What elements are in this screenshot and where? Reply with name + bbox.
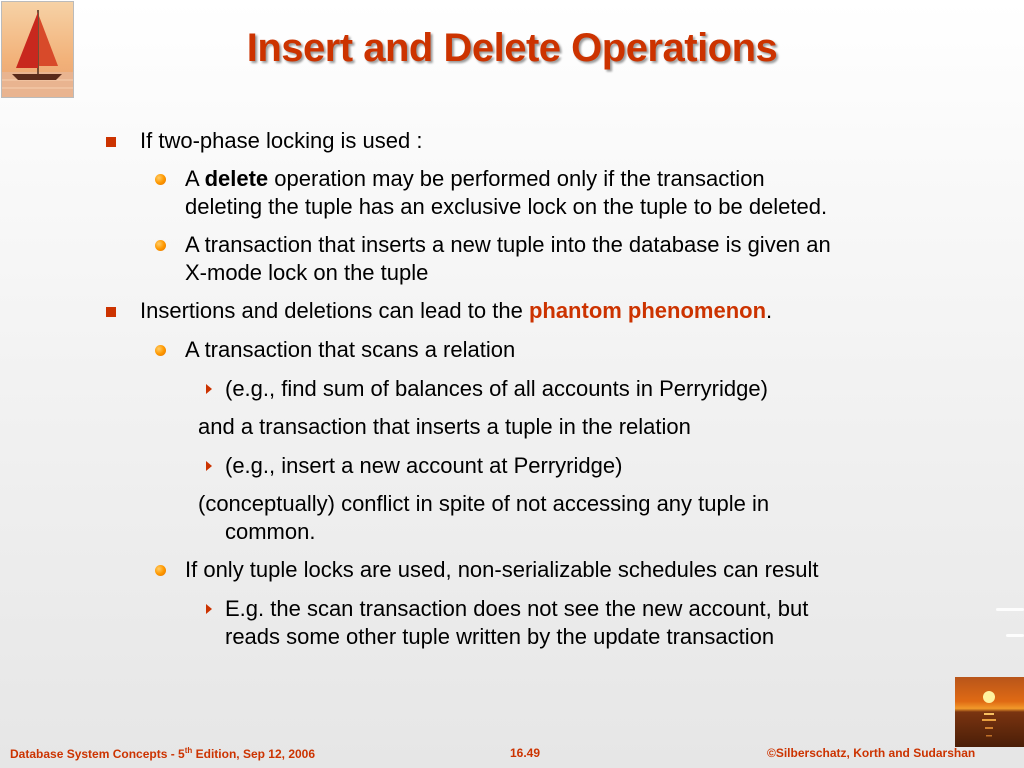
footer-page-number: 16.49: [510, 746, 541, 760]
round-bullet-icon: [155, 565, 166, 576]
text-run: Insertions and deletions can lead to the: [140, 298, 529, 323]
square-bullet-icon: [106, 307, 116, 317]
round-bullet-icon: [155, 345, 166, 356]
phantom-phenomenon-highlight: phantom phenomenon: [528, 298, 767, 323]
bullet-text-continued: X-mode lock on the tuple: [185, 260, 429, 285]
bullet-text-continued: reads some other tuple written by the update transaction: [225, 624, 775, 649]
slide-title: Insert and Delete Operations: [246, 26, 778, 70]
footer-sup: th: [184, 746, 193, 755]
text-run: A: [185, 166, 205, 191]
bullet-text: (e.g., find sum of balances of all accounts in Perryridge): [225, 376, 768, 401]
body-text: (conceptually) conflict in spite of not accessing any tuple in: [198, 491, 770, 516]
bullet-text: E.g. the scan transaction does not see the new account, but: [225, 596, 809, 621]
round-bullet-icon: [155, 240, 166, 251]
bullet-text: A transaction that scans a relation: [185, 337, 516, 362]
square-bullet-icon: [106, 137, 116, 147]
bullet-text: If two-phase locking is used :: [140, 128, 423, 153]
bullet-text-continued: deleting the tuple has an exclusive lock on the tuple to be deleted.: [185, 194, 828, 219]
bullet-text: If only tuple locks are used, non-serializable schedules can result: [185, 557, 819, 582]
bullet-text: [140, 297, 772, 325]
triangle-bullet-icon: [206, 461, 212, 471]
footer-text: Database System Concepts - 5: [10, 747, 185, 761]
footer-book-title: [10, 746, 315, 761]
round-bullet-icon: [155, 174, 166, 185]
body-text-continued: common.: [225, 519, 316, 544]
keyword-delete: delete: [204, 166, 269, 191]
text-run: operation may be performed only if the transaction: [268, 166, 765, 191]
bullet-text: (e.g., insert a new account at Perryridge): [225, 453, 623, 478]
footer-copyright: ©Silberschatz, Korth and Sudarshan: [767, 746, 976, 760]
text-run: .: [766, 298, 773, 323]
triangle-bullet-icon: [206, 604, 212, 614]
triangle-bullet-icon: [206, 384, 212, 394]
bullet-text: A transaction that inserts a new tuple into the database is given an: [185, 232, 831, 257]
bullet-text: [185, 165, 765, 193]
body-text: and a transaction that inserts a tuple in the relation: [198, 414, 691, 439]
footer-text: Edition, Sep 12, 2006: [192, 747, 316, 761]
